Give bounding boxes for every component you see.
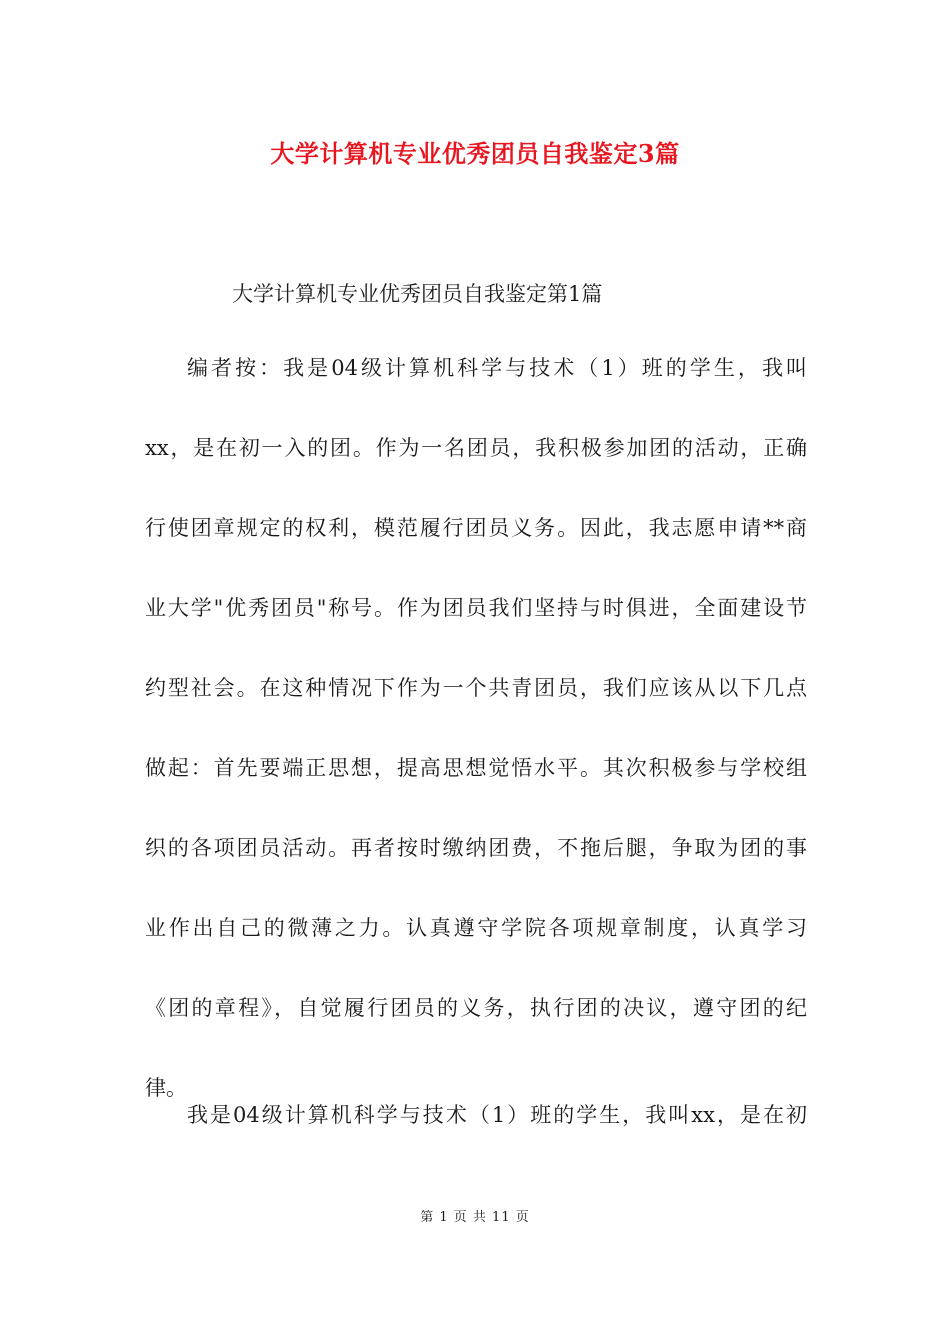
paragraph-line: 我是04级计算机科学与技术（1）班的学生，我叫xx，是在初 [187, 1103, 807, 1127]
paragraph-2 [145, 1075, 807, 1155]
paragraph-line: 约型社会。在这种情况下作为一个共青团员，我们应该从以下几点 [145, 676, 807, 700]
paragraph-line: 编者按：我是04级计算机科学与技术（1）班的学生，我叫 [187, 356, 807, 380]
paragraph-1 [145, 328, 807, 1128]
paragraph-line: 织的各项团员活动。再者按时缴纳团费，不拖后腿，争取为团的事 [145, 836, 807, 860]
page-number: 第 1 页 共 11 页 [420, 1210, 530, 1225]
paragraph-line: 《团的章程》，自觉履行团员的义务，执行团的决议，遵守团的纪 [145, 996, 807, 1020]
paragraph-line: 律。 [145, 1076, 187, 1100]
paragraph-line: 业大学"优秀团员"称号。作为团员我们坚持与时俱进，全面建设节 [145, 596, 807, 620]
paragraph-line: xx，是在初一入的团。作为一名团员，我积极参加团的活动，正确 [145, 436, 807, 460]
paragraph-line: 做起：首先要端正思想，提高思想觉悟水平。其次积极参与学校组 [145, 756, 807, 780]
paragraph-line: 行使团章规定的权利，模范履行团员义务。因此，我志愿申请**商 [145, 516, 807, 540]
section-heading: 大学计算机专业优秀团员自我鉴定第1篇 [232, 282, 603, 306]
paragraph-line: 业作出自己的微薄之力。认真遵守学院各项规章制度，认真学习 [145, 916, 807, 940]
document-title: 大学计算机专业优秀团员自我鉴定3篇 [270, 139, 680, 168]
